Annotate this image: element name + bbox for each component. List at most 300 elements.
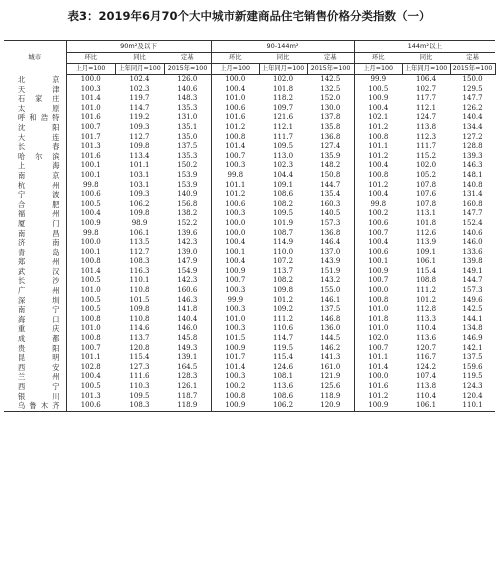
index-value: 101.6 [80, 113, 101, 122]
index-value: 114.6 [129, 324, 150, 333]
index-value: 146.3 [462, 161, 483, 170]
index-value: 100.7 [225, 276, 246, 285]
index-value: 100.4 [80, 372, 101, 381]
index-value: 108.8 [416, 276, 437, 285]
index-value: 102.8 [80, 362, 101, 371]
index-value: 100.5 [80, 382, 101, 390]
index-value: 101.2 [368, 391, 389, 400]
index-value: 113.6 [416, 334, 437, 343]
index-value: 108.7 [273, 228, 294, 237]
base-header: 上年同月=100 [259, 64, 307, 75]
index-value: 100.4 [368, 190, 389, 199]
index-value: 100.5 [80, 199, 101, 208]
base-header: 上年同月=100 [402, 64, 450, 75]
table-row [4, 372, 495, 382]
index-value: 117.7 [416, 94, 437, 103]
index-value: 119.7 [129, 94, 150, 103]
index-value: 140.4 [164, 315, 211, 325]
index-value: 139.1 [164, 353, 211, 363]
city-name: 天津 [4, 85, 66, 95]
index-value: 100.0 [368, 372, 389, 381]
index-value: 146.3 [164, 296, 211, 306]
city-name: 宁波 [4, 190, 66, 200]
index-value: 119.5 [462, 372, 483, 381]
index-value: 100.8 [80, 314, 101, 323]
index-value: 100.7 [80, 122, 101, 131]
index-value: 100.8 [368, 295, 389, 304]
index-value: 135.8 [307, 123, 354, 133]
index-value: 135.3 [164, 152, 211, 162]
city-name: 长春 [4, 142, 66, 152]
index-value: 104.4 [273, 170, 294, 179]
index-value: 101.0 [368, 305, 389, 314]
index-value: 101.2 [416, 295, 437, 304]
sub-header: 定基 [307, 53, 354, 64]
index-value: 108.3 [115, 401, 164, 411]
index-value: 146.8 [307, 315, 354, 325]
index-value: 99.8 [370, 199, 387, 208]
table-row [4, 209, 495, 219]
index-value: 144.1 [462, 314, 483, 323]
index-value: 121.9 [307, 372, 354, 382]
city-name: 哈尔滨 [4, 152, 66, 162]
index-value: 140.6 [462, 228, 483, 237]
table-row [4, 286, 495, 296]
index-value: 101.8 [273, 84, 294, 93]
table-row [4, 171, 495, 181]
index-value: 127.3 [129, 362, 150, 371]
index-value: 153.9 [164, 171, 211, 181]
index-value: 119.5 [273, 343, 294, 352]
index-value: 129.5 [462, 84, 483, 93]
index-value: 128.8 [462, 142, 483, 151]
index-value: 149.6 [462, 295, 483, 304]
index-value: 100.7 [225, 151, 246, 160]
sub-header: 环比 [211, 53, 259, 64]
index-value: 101.0 [80, 286, 101, 295]
index-value: 113.7 [129, 334, 150, 343]
city-name: 青岛 [4, 248, 66, 258]
sub-header: 定基 [164, 53, 211, 64]
index-value: 131.4 [462, 190, 483, 199]
table-row [4, 229, 495, 239]
table-row [4, 353, 495, 363]
index-value: 101.1 [368, 142, 389, 151]
index-value: 99.8 [82, 228, 99, 237]
index-value: 161.0 [307, 363, 354, 373]
index-value: 148.1 [462, 170, 483, 179]
index-value: 111.2 [416, 286, 437, 295]
index-value: 102.3 [129, 84, 150, 93]
index-value: 101.7 [225, 353, 246, 362]
index-value: 113.4 [129, 151, 150, 160]
index-value: 102.1 [368, 113, 389, 122]
index-value: 101.7 [80, 132, 101, 141]
index-value: 151.9 [307, 267, 354, 277]
index-value: 100.9 [80, 218, 101, 227]
group-header-small: 90m²及以下 [66, 41, 211, 53]
index-value: 128.3 [164, 372, 211, 382]
index-value: 100.1 [80, 247, 101, 256]
index-value: 118.9 [307, 392, 354, 402]
index-value: 100.4 [368, 238, 389, 247]
index-value: 134.4 [462, 122, 483, 131]
city-name: 沈阳 [4, 123, 66, 133]
index-value: 102.0 [416, 161, 437, 170]
table-row [4, 152, 495, 162]
table-row [4, 104, 495, 114]
table-row [4, 200, 495, 210]
index-value: 156.8 [164, 200, 211, 210]
index-value: 102.0 [273, 75, 294, 83]
index-value: 101.4 [80, 266, 101, 275]
index-value: 142.3 [164, 238, 211, 248]
city-name: 重庆 [4, 324, 66, 334]
index-value: 101.4 [225, 362, 246, 371]
index-value: 164.5 [164, 363, 211, 373]
index-value: 101.5 [225, 334, 246, 343]
table-row [4, 382, 495, 392]
index-value: 137.5 [462, 353, 483, 362]
index-value: 100.4 [225, 84, 246, 93]
city-name: 北京 [4, 75, 66, 85]
base-header: 上月=100 [354, 64, 402, 75]
index-value: 100.5 [80, 295, 101, 304]
city-name: 南京 [4, 171, 66, 181]
city-name: 海口 [4, 315, 66, 325]
index-value: 116.3 [129, 266, 150, 275]
city-column-header: 城市 [4, 41, 66, 75]
table-row [4, 238, 495, 248]
index-value: 112.7 [129, 247, 150, 256]
index-value: 101.3 [80, 391, 101, 400]
index-value: 100.6 [225, 103, 246, 112]
index-value: 152.2 [164, 219, 211, 229]
index-value: 100.2 [225, 382, 246, 390]
index-value: 127.4 [307, 142, 354, 152]
index-value: 100.1 [80, 170, 101, 179]
table-body [4, 75, 495, 412]
city-name: 南昌 [4, 229, 66, 239]
index-value: 107.6 [416, 190, 437, 199]
index-value: 100.1 [80, 161, 101, 170]
index-value: 112.6 [416, 228, 437, 237]
index-value: 101.3 [80, 142, 101, 151]
index-value: 126.1 [164, 382, 211, 392]
index-value: 106.2 [259, 401, 307, 411]
index-value: 112.7 [129, 132, 150, 141]
index-value: 100.3 [225, 161, 246, 170]
city-name: 南宁 [4, 305, 66, 315]
index-value: 146.0 [462, 238, 483, 247]
index-value: 147.7 [462, 94, 483, 103]
index-value: 100.3 [225, 372, 246, 381]
index-value: 101.6 [368, 382, 389, 390]
index-value: 100.0 [225, 228, 246, 237]
index-value: 109.5 [129, 391, 150, 400]
index-value: 115.4 [273, 353, 294, 362]
index-value: 139.6 [164, 229, 211, 239]
city-name: 太原 [4, 104, 66, 114]
index-value: 101.2 [225, 190, 246, 199]
index-value: 100.5 [368, 84, 389, 93]
index-value: 141.8 [164, 305, 211, 315]
index-value: 110.1 [450, 401, 495, 411]
table-row [4, 161, 495, 171]
index-value: 100.7 [368, 276, 389, 285]
index-value: 113.9 [416, 238, 437, 247]
index-value: 114.7 [129, 103, 150, 112]
index-value: 100.0 [225, 75, 246, 83]
index-value: 137.0 [307, 248, 354, 258]
index-value: 111.6 [129, 372, 150, 381]
index-value: 113.1 [416, 209, 437, 218]
index-value: 124.3 [462, 382, 483, 390]
table-row [4, 296, 495, 306]
index-value: 145.8 [164, 334, 211, 344]
index-value: 101.8 [368, 314, 389, 323]
index-value: 149.3 [164, 344, 211, 354]
index-value: 139.0 [164, 248, 211, 258]
group-header-medium: 90-144m² [211, 41, 354, 53]
table-row [4, 123, 495, 133]
index-value: 160.6 [164, 286, 211, 296]
index-value: 108.1 [273, 372, 294, 381]
index-value: 100.4 [225, 238, 246, 247]
index-value: 146.9 [462, 334, 483, 343]
index-value: 124.6 [273, 362, 294, 371]
index-value: 120.9 [307, 401, 354, 411]
index-value: 146.4 [307, 238, 354, 248]
table-row [4, 94, 495, 104]
table-row [4, 142, 495, 152]
index-value: 147.9 [164, 257, 211, 267]
index-value: 102.0 [368, 334, 389, 343]
index-value: 100.6 [66, 401, 115, 411]
index-value: 106.1 [402, 401, 450, 411]
index-value: 157.3 [462, 286, 483, 295]
index-value: 111.2 [273, 314, 294, 323]
table-row [4, 257, 495, 267]
index-value: 110.4 [416, 391, 437, 400]
index-value: 119.2 [129, 113, 150, 122]
city-name: 福州 [4, 209, 66, 219]
index-value: 100.3 [225, 305, 246, 314]
index-value: 112.8 [416, 305, 437, 314]
index-value: 135.9 [307, 152, 354, 162]
index-value: 113.5 [129, 238, 150, 247]
index-value: 100.6 [225, 199, 246, 208]
index-value: 109.7 [273, 103, 294, 112]
index-value: 108.2 [273, 199, 294, 208]
index-value: 124.7 [416, 113, 437, 122]
table-row [4, 324, 495, 334]
index-value: 101.1 [80, 353, 101, 362]
index-value: 126.2 [462, 103, 483, 112]
index-value: 101.2 [368, 151, 389, 160]
index-value: 113.0 [273, 151, 294, 160]
index-value: 105.2 [416, 170, 437, 179]
index-value: 100.4 [225, 257, 246, 266]
index-value: 100.1 [368, 257, 389, 266]
index-value: 100.4 [368, 103, 389, 112]
table-row [4, 219, 495, 229]
index-value: 134.8 [462, 324, 483, 333]
index-value: 108.6 [273, 190, 294, 199]
sub-header: 定基 [450, 53, 495, 64]
index-value: 100.1 [225, 247, 246, 256]
table-title: 表3：2019年6月70个大中城市新建商品住宅销售价格分类指数（一） [67, 9, 431, 23]
index-value: 100.7 [80, 343, 101, 352]
table-row [4, 315, 495, 325]
table-row [4, 113, 495, 123]
index-value: 102.3 [273, 161, 294, 170]
sub-header: 同比 [115, 53, 164, 64]
index-value: 137.5 [307, 305, 354, 315]
index-value: 109.5 [273, 209, 294, 218]
index-value: 101.2 [368, 122, 389, 131]
index-value: 140.5 [307, 209, 354, 219]
index-value: 110.8 [129, 286, 150, 295]
index-value: 140.4 [462, 113, 483, 122]
city-name: 西宁 [4, 382, 66, 392]
index-value: 113.6 [273, 382, 294, 390]
index-value: 143.9 [307, 257, 354, 267]
index-value: 109.8 [129, 142, 150, 151]
index-value: 124.2 [416, 362, 437, 371]
base-header: 上月=100 [211, 64, 259, 75]
index-value: 115.4 [416, 266, 437, 275]
index-value: 153.9 [164, 181, 211, 191]
index-value: 100.9 [211, 401, 259, 411]
index-value: 108.2 [273, 276, 294, 285]
index-value: 109.8 [273, 286, 294, 295]
index-value: 120.4 [462, 391, 483, 400]
index-value: 98.9 [131, 218, 148, 227]
index-value: 140.9 [164, 190, 211, 200]
index-value: 152.0 [307, 94, 354, 104]
index-value: 107.4 [416, 372, 437, 381]
index-value: 113.3 [416, 314, 437, 323]
index-value: 142.3 [164, 276, 211, 286]
index-value: 118.2 [273, 94, 294, 103]
index-value: 144.7 [462, 276, 483, 285]
index-value: 100.0 [225, 218, 246, 227]
index-value: 100.3 [225, 324, 246, 333]
index-value: 100.0 [368, 286, 389, 295]
index-value: 140.8 [462, 180, 483, 189]
index-value: 100.6 [368, 218, 389, 227]
index-value: 100.9 [368, 266, 389, 275]
city-name: 贵阳 [4, 344, 66, 354]
index-value: 150.0 [462, 75, 483, 83]
index-value: 138.2 [164, 209, 211, 219]
index-value: 100.7 [368, 343, 389, 352]
index-value: 112.1 [273, 122, 294, 131]
index-value: 111.7 [416, 142, 437, 151]
index-value: 100.5 [80, 276, 101, 285]
index-value: 136.0 [307, 324, 354, 334]
city-name: 石家庄 [4, 94, 66, 104]
index-value: 154.9 [164, 267, 211, 277]
index-value: 133.6 [462, 247, 483, 256]
index-value: 101.0 [80, 324, 101, 333]
index-value: 160.3 [307, 200, 354, 210]
index-value: 101.2 [225, 122, 246, 131]
index-value: 152.4 [462, 218, 483, 227]
index-value: 113.8 [416, 122, 437, 131]
sub-header: 环比 [354, 53, 402, 64]
index-value: 100.8 [225, 391, 246, 400]
index-value: 114.9 [273, 238, 294, 247]
city-name: 昆明 [4, 353, 66, 363]
index-value: 101.0 [225, 314, 246, 323]
base-header: 2015年=100 [450, 64, 495, 75]
city-name: 兰州 [4, 372, 66, 382]
index-value: 100.0 [80, 75, 101, 83]
index-value: 101.0 [225, 94, 246, 103]
city-name: 上海 [4, 161, 66, 171]
index-value: 121.6 [273, 113, 294, 122]
index-value: 110.8 [129, 314, 150, 323]
index-value: 106.4 [416, 75, 437, 83]
index-value: 99.9 [227, 295, 244, 304]
city-name: 呼和浩特 [4, 113, 66, 123]
index-value: 101.1 [368, 353, 389, 362]
index-value: 135.3 [164, 104, 211, 114]
city-name: 广州 [4, 286, 66, 296]
index-value: 100.8 [368, 132, 389, 141]
index-value: 108.6 [273, 391, 294, 400]
index-value: 159.6 [462, 362, 483, 371]
index-value: 114.7 [273, 334, 294, 343]
index-value: 127.2 [462, 132, 483, 141]
index-value: 102.4 [129, 75, 150, 83]
index-value: 100.5 [80, 305, 101, 314]
index-value: 101.1 [129, 161, 150, 170]
index-value: 109.3 [129, 190, 150, 199]
sub-header: 同比 [402, 53, 450, 64]
index-value: 106.2 [129, 199, 150, 208]
table-row [4, 401, 495, 411]
index-value: 120.8 [129, 343, 150, 352]
index-value: 101.4 [225, 142, 246, 151]
index-value: 157.3 [307, 219, 354, 229]
index-value: 110.3 [129, 382, 150, 390]
table-row [4, 248, 495, 258]
table-row [4, 276, 495, 286]
index-value: 100.3 [80, 84, 101, 93]
base-header: 上月=100 [66, 64, 115, 75]
index-value: 100.9 [225, 266, 246, 275]
index-value: 110.1 [129, 276, 150, 285]
sub-header: 同比 [259, 53, 307, 64]
index-value: 118.7 [164, 392, 211, 402]
index-value: 135.0 [164, 133, 211, 143]
index-value: 101.2 [273, 295, 294, 304]
city-name: 济南 [4, 238, 66, 248]
index-value: 101.9 [273, 218, 294, 227]
table-row [4, 75, 495, 85]
index-value: 148.3 [164, 94, 211, 104]
index-value: 125.6 [307, 382, 354, 392]
index-value: 137.8 [307, 113, 354, 123]
index-value: 101.4 [368, 362, 389, 371]
table-row [4, 392, 495, 402]
index-value: 146.0 [164, 324, 211, 334]
index-value: 139.8 [462, 257, 483, 266]
index-value: 100.9 [368, 94, 389, 103]
